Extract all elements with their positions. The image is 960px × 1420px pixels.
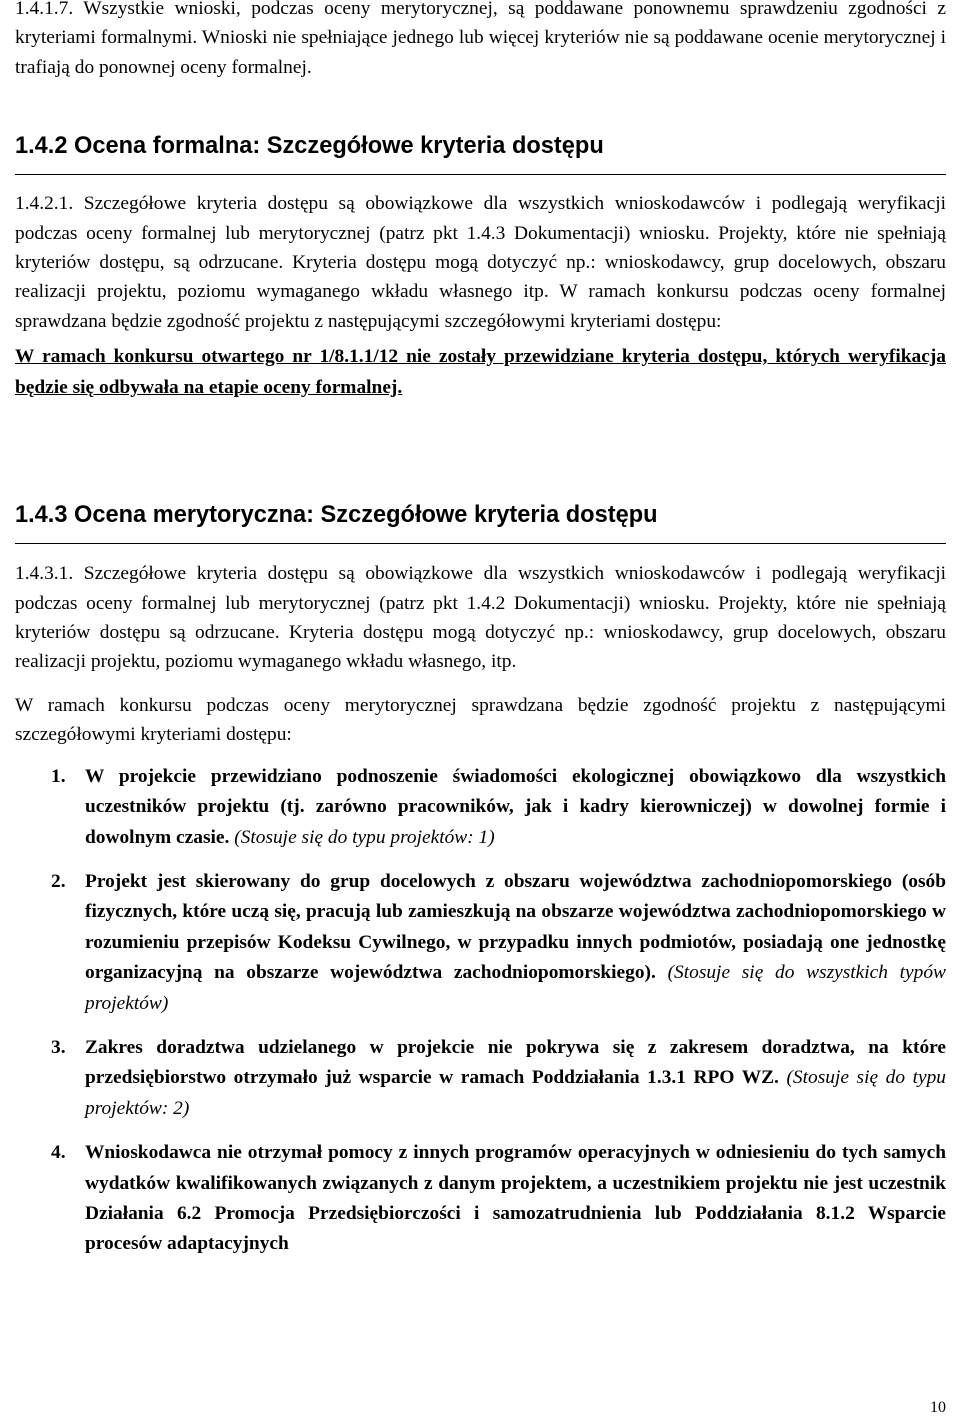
section-heading-1-4-3: 1.4.3 Ocena merytoryczna: Szczegółowe kryteria dostępu	[15, 501, 946, 544]
page-number: 10	[930, 1399, 946, 1416]
criteria-number: 3.	[51, 1036, 66, 1058]
criteria-text: Wnioskodawca nie otrzymał pomocy z innych programów operacyjnych w odniesieniu do tych samych wydatków kwalifikowanych związanych z danym projektem, a uczestnikiem projektu nie jest uczestnik Działania 6.2 Promocja Przedsiębiorczości i samozatrudnienia lub Poddziałania 8.1.2 Wsparcie procesów adaptacyjnych	[85, 1142, 946, 1255]
criteria-list	[15, 762, 946, 1260]
criteria-note: (Stosuje się do typu projektów: 1)	[234, 826, 495, 848]
criteria-item	[15, 867, 946, 1019]
criteria-note: (Stosuje się do typu projektów: 2)	[85, 1067, 946, 1119]
section-heading-1-4-2: 1.4.2 Ocena formalna: Szczegółowe kryteria dostępu	[15, 132, 946, 175]
criteria-item	[15, 762, 946, 853]
criteria-text: W projekcie przewidziano podnoszenie świadomości ekologicznej obowiązkowo dla wszystkich uczestników projektu (tj. zarówno pracowników, jak i kadry kierowniczej) w dowolnej formie i dowolnym czasie.	[85, 765, 946, 848]
criteria-item	[15, 1138, 946, 1260]
criteria-text: Zakres doradztwa udzielanego w projekcie nie pokrywa się z zakresem doradztwa, na które przedsiębiorstwo otrzymało już wsparcie w ramach Poddziałania 1.3.1 RPO WZ.	[85, 1036, 946, 1089]
criteria-number: 2.	[51, 870, 66, 892]
paragraph-criteria-intro: W ramach konkursu podczas oceny merytorycznej sprawdzana będzie zgodność projektu z następującymi szczegółowymi kryteriami dostępu:	[15, 694, 946, 746]
paragraph-1-4-3-1: 1.4.3.1. Szczegółowe kryteria dostępu są obowiązkowe dla wszystkich wnioskodawców i podlegają weryfikacji podczas oceny formalnej lub merytorycznej (patrz pkt 1.4.2 Dokumentacji) wniosku. Projekty, które nie spełniają kryteriów dostępu są odrzucane. Kryteria dostępu mogą dotyczyć np.: wnioskodawcy, grup docelowych, obszaru realizacji projektu, poziomu wymaganego wkładu własnego, itp.	[15, 563, 946, 673]
criteria-item	[15, 1033, 946, 1124]
criteria-note: (Stosuje się do wszystkich typów projektów)	[85, 962, 946, 1014]
document-page	[15, 0, 946, 1274]
criteria-number: 4.	[51, 1142, 66, 1164]
criteria-text: Projekt jest skierowany do grup docelowych z obszaru województwa zachodniopomorskiego (osób fizycznych, które uczą się, pracują lub zamieszkują na obszarze województwa zachodniopomorskiego w rozumieniu przepisów Kodeksu Cywilnego, w przypadku innych podmiotów, posiadają one jednostkę organizacyjną na obszarze województwa zachodniopomorskiego).	[85, 870, 946, 984]
paragraph-1-4-2-1: 1.4.2.1. Szczegółowe kryteria dostępu są obowiązkowe dla wszystkich wnioskodawców i podlegają weryfikacji podczas oceny formalnej lub merytorycznej (patrz pkt 1.4.3 Dokumentacji) wniosku. Projekty, które nie spełniają kryteriów dostępu, są odrzucane. Kryteria dostępu mogą dotyczyć np.: wnioskodawcy, grup docelowych, obszaru realizacji projektu, poziomu wymaganego wkładu własnego itp. W ramach konkursu podczas oceny formalnej sprawdzana będzie zgodność projektu z następującymi szczegółowymi kryteriami dostępu:	[15, 193, 946, 332]
paragraph-1-4-1-7: 1.4.1.7. Wszystkie wnioski, podczas oceny merytorycznej, są poddawane ponownemu sprawdzeniu zgodności z kryteriami formalnymi. Wnioski nie spełniające jednego lub więcej kryteriów nie są poddawane ocenie merytorycznej i trafiają do ponownej oceny formalnej.	[15, 0, 946, 78]
criteria-number: 1.	[51, 765, 66, 787]
no-criteria-note: W ramach konkursu otwartego nr 1/8.1.1/12 nie zostały przewidziane kryteria dostępu, których weryfikacja będzie się odbywała na etapie oceny formalnej.	[15, 346, 946, 399]
